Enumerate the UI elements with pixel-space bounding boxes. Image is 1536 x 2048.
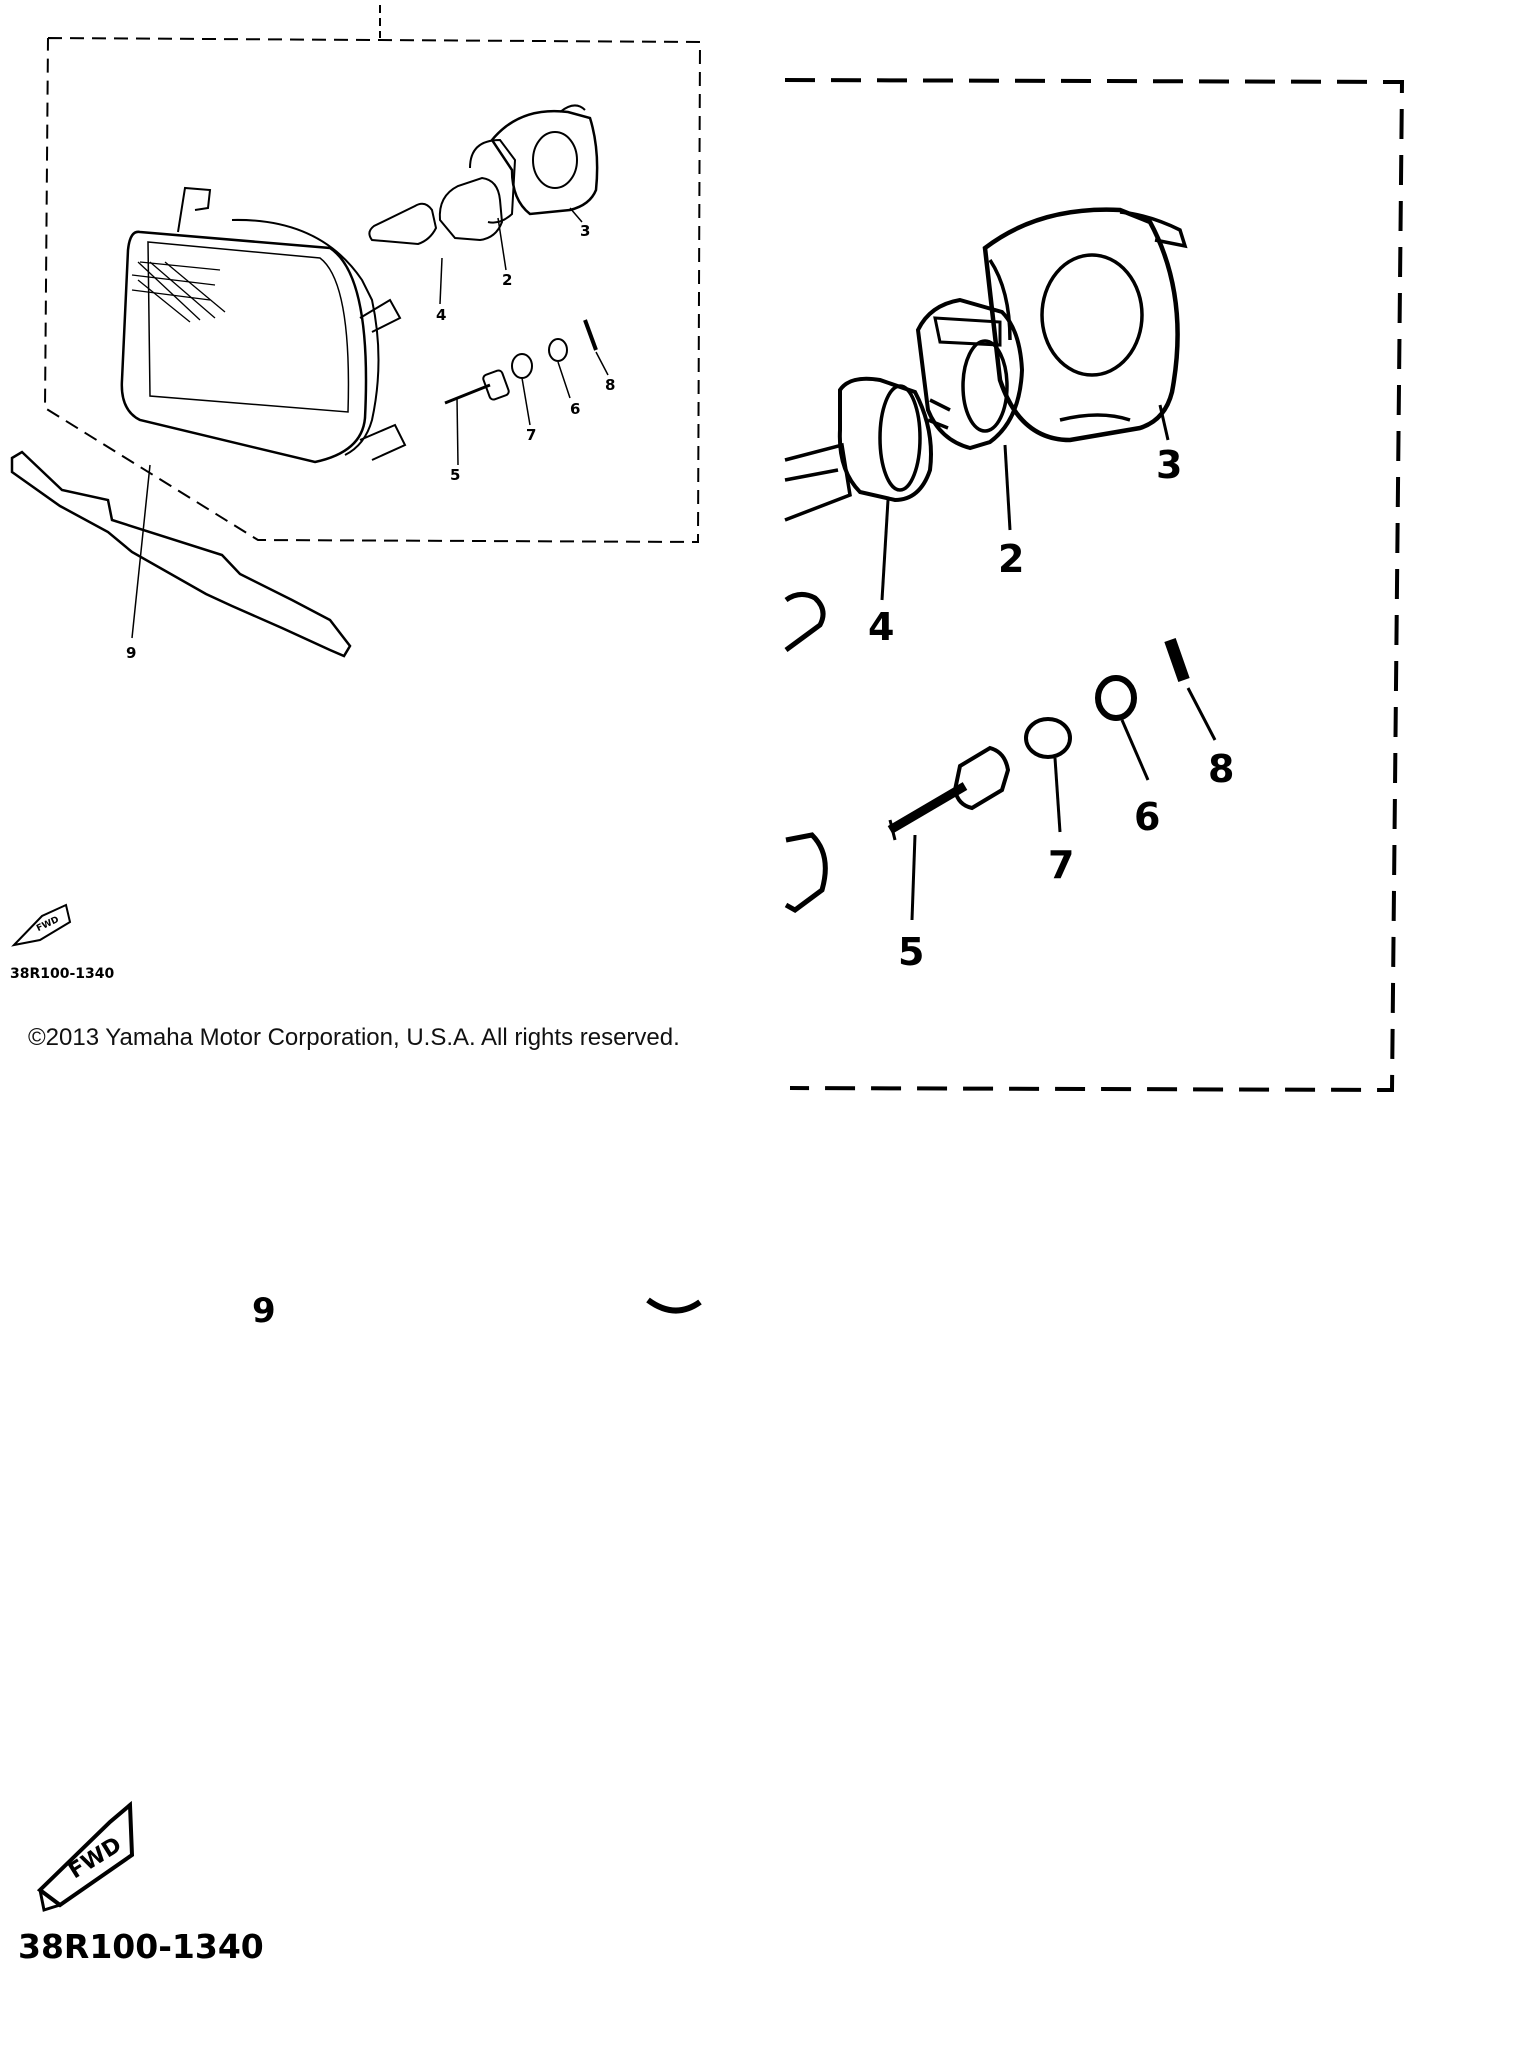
large-fwd-text: FWD [64, 1832, 127, 1885]
fragment-label-9: 9 [252, 1291, 276, 1331]
small-label-5: 5 [450, 466, 461, 484]
small-label-8: 8 [605, 376, 616, 394]
detail-washer-6 [1098, 678, 1134, 718]
detail-zoom-view [40, 80, 1402, 1910]
small-label-7: 7 [526, 426, 537, 444]
small-fasteners [445, 320, 596, 403]
detail-edge-fragment-lower [786, 835, 825, 910]
detail-dashed-border [785, 80, 1402, 1090]
small-label-3: 3 [580, 222, 591, 240]
small-bulb-assembly [369, 105, 597, 244]
detail-label-7: 7 [1048, 843, 1075, 887]
middle-edge-fragment [648, 1300, 700, 1311]
small-leader-lines [132, 208, 608, 638]
detail-label-3: 3 [1156, 443, 1183, 487]
detail-washer-7 [1026, 719, 1070, 757]
detail-label-8: 8 [1208, 747, 1235, 791]
small-fwd-text: FWD [35, 915, 61, 935]
copyright-notice: ©2013 Yamaha Motor Corporation, U.S.A. All rights reserved. [28, 1024, 680, 1051]
detail-label-4: 4 [868, 605, 895, 649]
small-label-9: 9 [126, 644, 137, 662]
detail-label-5: 5 [898, 930, 925, 974]
detail-spring-8 [1170, 640, 1184, 680]
small-label-6: 6 [570, 400, 581, 418]
detail-screw [890, 748, 1008, 840]
small-label-2: 2 [502, 271, 513, 289]
detail-edge-fragment-upper [786, 594, 823, 650]
mounting-bar [12, 452, 350, 656]
small-ref-code: 38R100-1340 [10, 966, 115, 982]
detail-socket-ring [918, 300, 1022, 448]
detail-label-6: 6 [1134, 795, 1161, 839]
small-label-4: 4 [436, 306, 447, 324]
small-assembly-outline [45, 38, 700, 542]
headlight-housing [122, 188, 405, 462]
large-ref-code: 38R100-1340 [18, 1927, 264, 1966]
small-overview-diagram [12, 5, 700, 945]
detail-label-2: 2 [998, 537, 1025, 581]
